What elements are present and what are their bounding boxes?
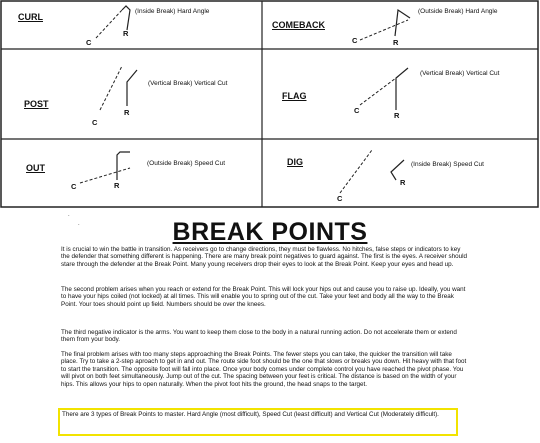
comeback-caption: (Outside Break) Hard Angle xyxy=(418,8,498,15)
paragraph-reach: The second problem arises when you reach or extend for the Break Point. This will lock your hips out and cause you to raise up. Ideally, you want to have your hips coiled (not locked) at all times. This will enable you to spring out of the cut. Take your feet and body all the way to the Break Point. Your toes should point up field. Numbers should be over the knees. xyxy=(61,286,466,308)
post-c-label: C xyxy=(92,118,98,127)
dig-route-diagram xyxy=(340,150,404,193)
curl-caption: (Inside Break) Hard Angle xyxy=(135,8,210,15)
dig-caption: (Inside Break) Speed Cut xyxy=(411,161,484,168)
comeback-route-diagram xyxy=(360,10,410,40)
paragraph-steps: The final problem arises with too many steps approaching the Break Points. The fewer steps you can take, the quicker the transition will take place. Try to take a 2-step aproach to get in and out. The route side foot should be the one that slows or breaks you down. Hit heavy with that foot to start the transition. The opposite foot will fall into place. Once your body comes under complete control you have reached the pivot phase. You will pivot on both feet simultaneously. Jump out of the cut. The spacing between your feet is critical. The distance is based on the width of your hips. This allows your hips to open naturally. When the pivot foot hits the ground, the head snaps to the target. xyxy=(61,351,467,388)
comeback-c-label: C xyxy=(352,36,358,45)
out-r-label: R xyxy=(114,181,120,190)
dig-c-label: C xyxy=(337,194,343,203)
out-route-name: OUT xyxy=(26,163,45,173)
curl-route-name: CURL xyxy=(18,12,43,22)
flag-c-label: C xyxy=(354,106,360,115)
scan-mark: . xyxy=(78,221,80,227)
page-title: BREAK POINTS xyxy=(172,218,368,246)
dig-route-name: DIG xyxy=(287,157,304,167)
curl-c-label: C xyxy=(86,38,92,47)
flag-r-label: R xyxy=(394,111,400,120)
post-r-label: R xyxy=(124,108,130,117)
post-caption: (Vertical Break) Vertical Cut xyxy=(148,80,228,87)
out-caption: (Outside Break) Speed Cut xyxy=(147,160,226,167)
paragraph-eyes: It is crucial to win the battle in transition. As receivers go to change directions, they must be flawless. No hitches, false steps or indicators to key the defender that something different is happening. There are many break point negatives to guard against. The first is the eyes. A receiver should stare through the defender at the Break Point. Many young receivers drop their eyes to look at the Break Point. Keep your eyes and head up. xyxy=(61,246,468,268)
dig-r-label: R xyxy=(400,178,406,187)
paragraph-arms: The third negative indicator is the arms. You want to keep them close to the body in a natural running action. Do not accelerate them or extend them from your body. xyxy=(61,329,457,344)
flag-route-name: FLAG xyxy=(282,91,307,101)
paragraph-summary: There are 3 types of Break Points to master. Hard Angle (most difficult), Speed Cut (least difficult) and Vertical Cut (Moderately difficult). xyxy=(62,411,439,418)
flag-route-diagram xyxy=(360,68,408,110)
post-route-name: POST xyxy=(24,99,49,109)
out-c-label: C xyxy=(71,182,77,191)
comeback-r-label: R xyxy=(393,38,399,47)
scan-mark: . xyxy=(68,212,70,218)
comeback-route-name: COMEBACK xyxy=(272,20,325,30)
route-diagrams xyxy=(0,0,540,210)
curl-r-label: R xyxy=(123,29,129,38)
flag-caption: (Vertical Break) Vertical Cut xyxy=(420,70,500,77)
post-route-diagram xyxy=(100,66,137,110)
out-route-diagram xyxy=(80,152,130,183)
